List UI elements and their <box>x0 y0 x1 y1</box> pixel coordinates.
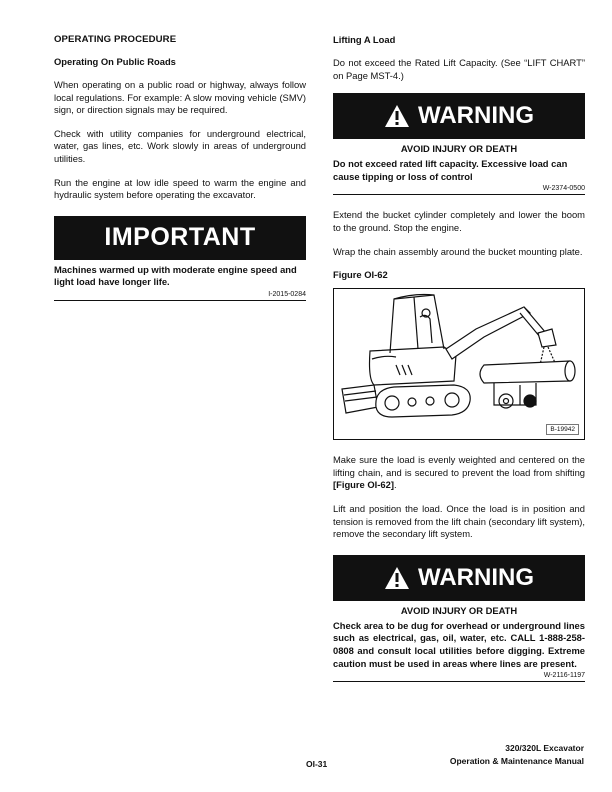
section-heading: OPERATING PROCEDURE <box>54 34 177 45</box>
warning-triangle-icon <box>384 566 410 590</box>
right-column <box>333 34 585 696</box>
warning-title-1: AVOID INJURY OR DEATH <box>400 143 518 155</box>
important-label: IMPORTANT <box>104 223 256 252</box>
paragraph-extend-cylinder: Extend the bucket cylinder completely and lower the boom to the ground. Stop the engine. <box>333 209 585 233</box>
heading-lifting-a-load: Lifting A Load <box>333 34 396 45</box>
warning-code-2: W-2116-1197 <box>333 672 585 682</box>
paragraph-load-weighted-text: Make sure the load is evenly weighted and centered on the lifting chain, and is secured to prevent the load from shifting <box>333 454 585 478</box>
warning-title-2: AVOID INJURY OR DEATH <box>400 604 518 616</box>
footer-manual-title: Operation & Maintenance Manual <box>449 756 584 766</box>
figure-code: B-19942 <box>546 424 579 435</box>
footer-model: 320/320L Excavator <box>505 743 584 753</box>
paragraph-utility-check: Check with utility companies for underground electrical, water, gas lines, etc. Work slowly in areas of underground utilities. <box>54 127 306 164</box>
paragraph-wrap-chain: Wrap the chain assembly around the bucket mounting plate. <box>333 245 583 257</box>
figure-excavator-lifting <box>333 288 585 440</box>
warning-text-1: Do not exceed rated lift capacity. Excessive load can cause tipping or loss of control <box>333 158 568 182</box>
paragraph-local-regulations: When operating on a public road or highway, always follow local regulations. For example: A slow moving vehicle (SMV) sign, or direction signals may be required. <box>54 79 306 116</box>
important-text: Machines warmed up with moderate engine speed and light load have longer life. <box>54 263 297 288</box>
warning-banner-1 <box>333 93 585 139</box>
warning-label-1: WARNING <box>418 102 534 130</box>
paragraph-load-weighted <box>333 454 585 492</box>
warning-text-2: Check area to be dug for overhead or underground lines such as electrical, gas, oil, water, etc. CALL 1-888-258-0808 and consult local utilities before digging. Extreme caution must be used in areas where lines are present. <box>333 619 585 669</box>
important-code: I-2015-0284 <box>54 291 306 301</box>
paragraph-load-weighted-end: . <box>393 479 397 491</box>
warning-code-1: W-2374-0500 <box>333 185 585 195</box>
left-column <box>54 34 306 315</box>
warning-banner-2 <box>333 555 585 601</box>
subheading-public-roads: Operating On Public Roads <box>54 56 176 67</box>
figure-label: Figure OI-62 <box>333 269 388 281</box>
paragraph-lift-position: Lift and position the load. Once the load is in position and tension is removed from the lift chain (secondary lift system), remove the secondary lift system. <box>333 502 585 540</box>
excavator-illustration <box>334 289 584 439</box>
paragraph-warm-engine: Run the engine at low idle speed to warm the engine and hydraulic system before operating the excavator. <box>54 176 306 201</box>
footer-page-number: OI-31 <box>306 759 328 769</box>
warning-triangle-icon <box>384 104 410 128</box>
warning-label-2: WARNING <box>418 563 534 591</box>
figure-reference: [Figure OI-62] <box>333 479 394 491</box>
paragraph-rated-lift: Do not exceed the Rated Lift Capacity. (See “LIFT CHART” on Page MST-4.) <box>333 57 585 81</box>
important-banner <box>54 216 306 260</box>
